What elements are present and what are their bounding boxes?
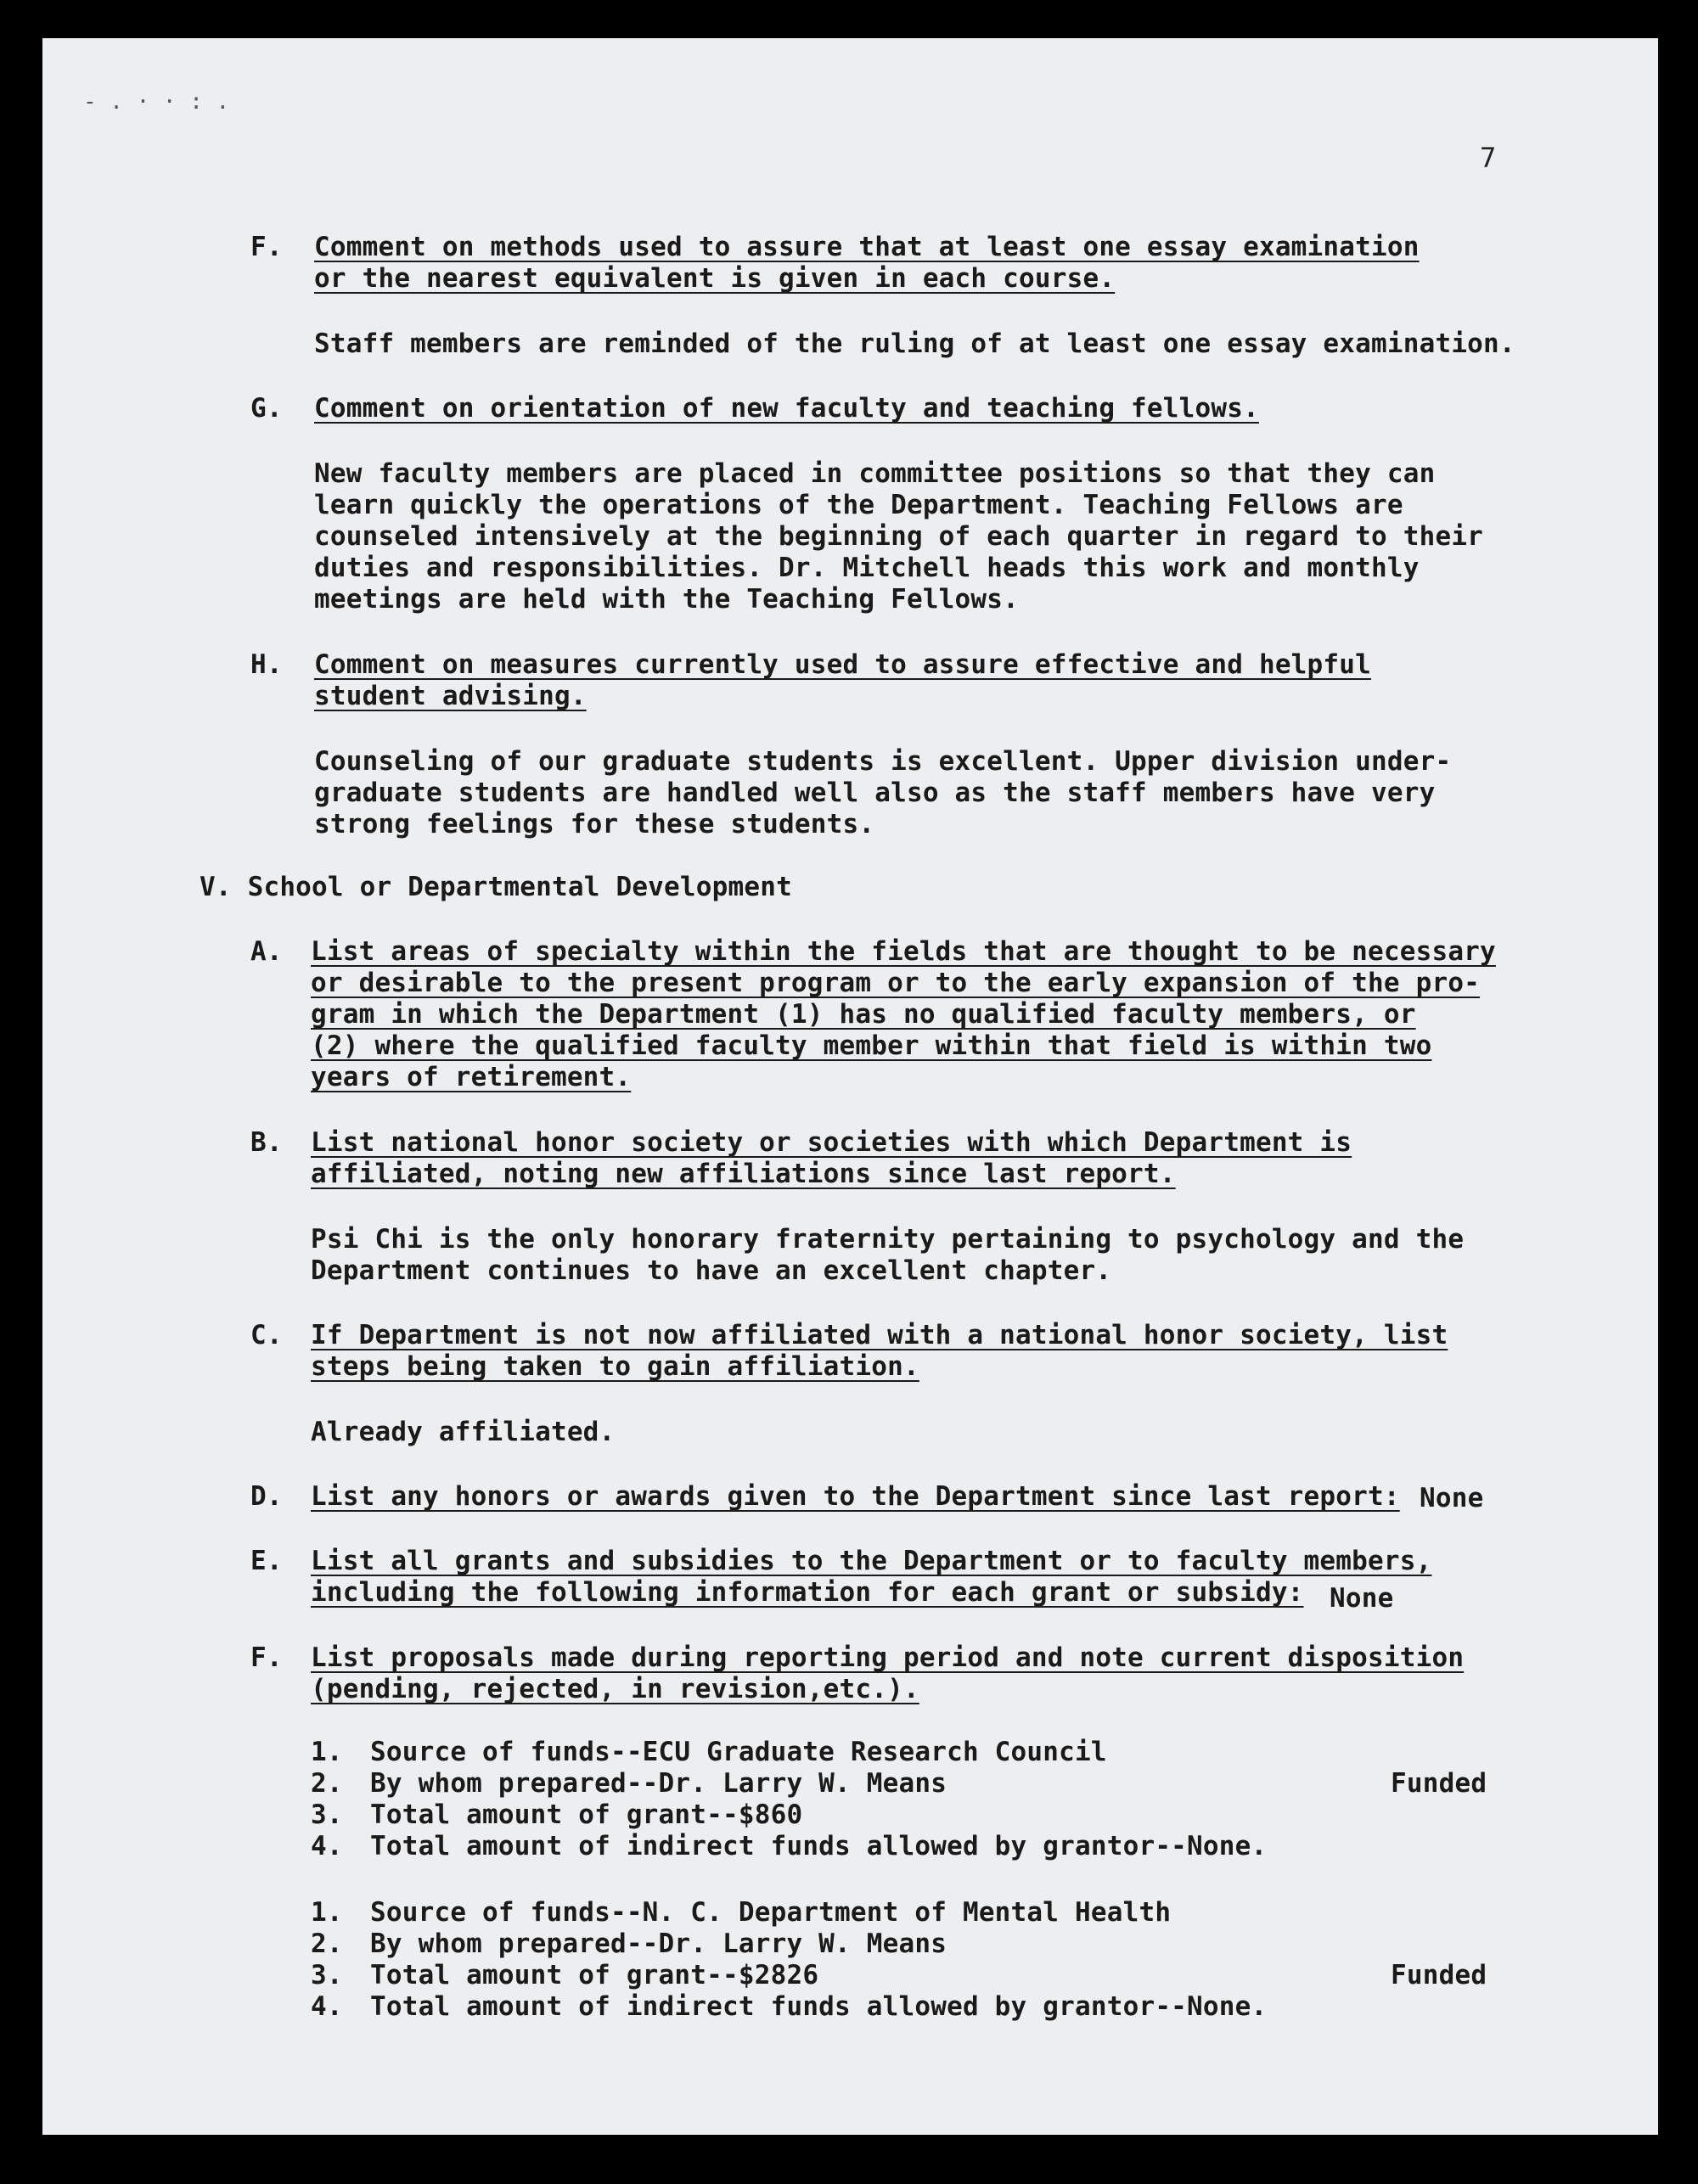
proposal-amount: Total amount of grant--$2826 [370,1960,819,1990]
proposal-item-number: 1. [311,1737,343,1767]
proposal-item-number: 4. [311,1831,343,1861]
item-g-answer-line2: learn quickly the operations of the Department. Teaching Fellows are [314,490,1403,520]
item-f-question-line1: Comment on methods used to assure that at least one essay examination [314,232,1420,262]
item-vc-letter: C. [250,1320,283,1350]
item-va-letter: A. [250,936,283,967]
item-vc-question-line1: If Department is not now affiliated with a national honor society, list [311,1320,1448,1350]
proposal-item-number: 3. [311,1960,343,1990]
item-va-question-line2: or desirable to the present program or to the early expansion of the pro- [311,968,1481,998]
item-h-answer-line2: graduate students are handled well also as the staff members have very [314,778,1436,808]
item-vf-question-line2: (pending, rejected, in revision,etc.). [311,1674,919,1704]
item-g-answer-line3: counseled intensively at the beginning of each quarter in regard to their [314,521,1484,552]
item-vb-answer-line2: Department continues to have an excellent chapter. [311,1255,1112,1286]
item-vc-answer: Already affiliated. [311,1417,616,1447]
proposal-status: Funded [1391,1768,1487,1799]
item-ve-question-line1: List all grants and subsidies to the Department or to faculty members, [311,1546,1432,1576]
item-vc-question-line2: steps being taken to gain affiliation. [311,1351,919,1382]
item-ve-question-line2: including the following information for each grant or subsidy: [311,1577,1304,1608]
proposal-source: Source of funds--N. C. Department of Mental Health [370,1897,1172,1928]
item-g-answer-line1: New faculty members are placed in committee positions so that they can [314,458,1436,489]
proposal-source: Source of funds--ECU Graduate Research Council [370,1737,1107,1767]
proposal-indirect-funds: Total amount of indirect funds allowed by grantor--None. [370,1831,1268,1861]
item-va-question-line1: List areas of specialty within the fields that are thought to be necessary [311,936,1496,967]
proposal-preparer: By whom prepared--Dr. Larry W. Means [370,1768,947,1799]
item-vd-answer: None [1420,1483,1484,1513]
proposal-item-number: 2. [311,1768,343,1799]
item-f-letter: F. [250,232,283,262]
item-vb-letter: B. [250,1127,283,1158]
section-v-heading: V. School or Departmental Development [200,872,792,902]
item-va-question-line3: gram in which the Department (1) has no qualified faculty members, or [311,999,1416,1030]
item-g-question: Comment on orientation of new faculty and teaching fellows. [314,393,1259,424]
proposal-item-number: 2. [311,1929,343,1959]
item-vf-letter: F. [250,1642,283,1673]
item-vd-question: List any honors or awards given to the Department since last report: [311,1481,1400,1512]
item-g-letter: G. [250,393,283,424]
proposal-amount: Total amount of grant--$860 [370,1799,803,1830]
item-vf-question-line1: List proposals made during reporting period and note current disposition [311,1642,1465,1673]
item-vb-question-line2: affiliated, noting new affiliations since last report. [311,1159,1176,1189]
proposal-item-number: 3. [311,1799,343,1830]
item-ve-answer: None [1330,1583,1394,1614]
proposal-preparer: By whom prepared--Dr. Larry W. Means [370,1929,947,1959]
item-f-answer: Staff members are reminded of the ruling of at least one essay examination. [314,328,1515,359]
proposal-item-number: 1. [311,1897,343,1928]
document-page [42,38,1658,2135]
item-h-question-line2: student advising. [314,681,587,711]
item-vb-answer-line1: Psi Chi is the only honorary fraternity pertaining to psychology and the [311,1224,1465,1255]
proposal-item-number: 4. [311,1991,343,2022]
proposal-indirect-funds: Total amount of indirect funds allowed by grantor--None. [370,1991,1268,2022]
item-h-question-line1: Comment on measures currently used to assure effective and helpful [314,649,1371,680]
item-va-question-line5: years of retirement. [311,1062,632,1092]
item-vd-letter: D. [250,1481,283,1512]
page-number: 7 [1480,142,1497,174]
item-g-answer-line4: duties and responsibilities. Dr. Mitchell heads this work and monthly [314,553,1420,583]
item-f-question-line2: or the nearest equivalent is given in each course. [314,263,1116,294]
item-h-answer-line1: Counseling of our graduate students is excellent. Upper division under- [314,746,1452,777]
item-vb-question-line1: List national honor society or societies with which Department is [311,1127,1352,1158]
item-h-letter: H. [250,649,283,680]
item-va-question-line4: (2) where the qualified faculty member within that field is within two [311,1030,1432,1061]
proposal-status: Funded [1391,1960,1487,1990]
item-g-answer-line5: meetings are held with the Teaching Fellows. [314,584,1019,615]
item-h-answer-line3: strong feelings for these students. [314,809,875,839]
scan-mark: - . · · : . [83,89,230,115]
item-ve-letter: E. [250,1546,283,1576]
